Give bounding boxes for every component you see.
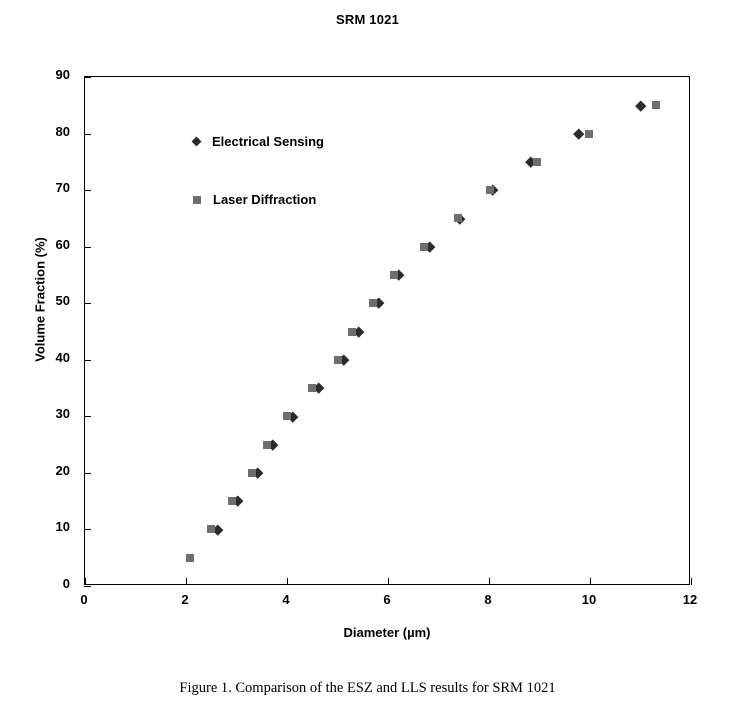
- y-axis-tick: [84, 190, 91, 191]
- data-point-marker: [283, 412, 291, 420]
- x-axis-tick-label: 6: [383, 592, 391, 607]
- x-axis-tick-label: 10: [581, 592, 597, 607]
- y-axis-tick: [84, 134, 91, 135]
- y-axis-tick-label: 50: [55, 293, 70, 309]
- data-point-marker: [186, 554, 194, 562]
- data-point-marker: [486, 186, 494, 194]
- chart-title: SRM 1021: [335, 12, 400, 27]
- x-axis-tick-label: 2: [181, 592, 189, 607]
- x-axis-tick: [287, 578, 288, 585]
- y-axis-tick-label: 90: [55, 67, 70, 82]
- y-axis-tick-label: 40: [55, 349, 70, 365]
- y-axis-tick: [84, 586, 91, 587]
- data-point-marker: [207, 525, 215, 533]
- data-point-marker: [635, 100, 646, 111]
- x-axis-tick: [388, 578, 389, 585]
- data-point-marker: [454, 214, 462, 222]
- x-axis-tick: [85, 578, 86, 585]
- y-axis-tick-label: 20: [55, 462, 70, 478]
- y-axis-tick: [84, 529, 91, 530]
- y-axis-tick-label: 60: [55, 236, 70, 252]
- x-axis-tick: [186, 578, 187, 585]
- x-axis-title: Diameter (µm): [343, 625, 431, 640]
- data-point-marker: [533, 158, 541, 166]
- x-axis-tick-label: 12: [682, 592, 698, 607]
- y-axis-tick: [84, 416, 91, 417]
- legend-square-icon: [193, 196, 201, 204]
- legend-label: Laser Diffraction: [213, 192, 317, 208]
- data-point-marker: [585, 130, 593, 138]
- data-point-marker: [369, 299, 377, 307]
- y-axis-title: Volume Fraction (%): [32, 237, 48, 362]
- data-point-marker: [263, 441, 271, 449]
- y-axis-tick: [84, 360, 91, 361]
- legend-entry: [193, 133, 324, 149]
- data-point-marker: [348, 328, 356, 336]
- data-point-marker: [574, 128, 585, 139]
- data-point-marker: [390, 271, 398, 279]
- y-axis-tick: [84, 473, 91, 474]
- data-point-marker: [248, 469, 256, 477]
- legend-diamond-icon: [192, 136, 202, 146]
- y-axis-tick-label: 10: [55, 519, 70, 535]
- y-axis-tick: [84, 77, 91, 78]
- y-axis-tick-label: 80: [55, 123, 70, 139]
- x-axis-tick: [489, 578, 490, 585]
- y-axis-tick-label: 30: [55, 406, 70, 422]
- data-point-marker: [652, 101, 660, 109]
- x-axis-tick: [590, 578, 591, 585]
- y-axis-tick: [84, 303, 91, 304]
- data-point-marker: [334, 356, 342, 364]
- plot-area: [84, 76, 690, 585]
- legend-label: Electrical Sensing: [212, 134, 324, 150]
- y-axis-tick-label: 70: [55, 180, 70, 196]
- x-axis-tick-label: 0: [80, 592, 88, 607]
- figure-caption: Figure 1. Comparison of the ESZ and LLS results for SRM 1021: [179, 680, 556, 696]
- data-point-marker: [420, 243, 428, 251]
- data-point-marker: [308, 384, 316, 392]
- x-axis-tick-label: 8: [484, 592, 492, 607]
- legend-entry: [193, 191, 316, 207]
- y-axis-tick: [84, 247, 91, 248]
- x-axis-tick: [691, 578, 692, 585]
- data-point-marker: [228, 497, 236, 505]
- x-axis-tick-label: 4: [282, 592, 290, 607]
- y-axis-tick-label: 0: [62, 576, 70, 591]
